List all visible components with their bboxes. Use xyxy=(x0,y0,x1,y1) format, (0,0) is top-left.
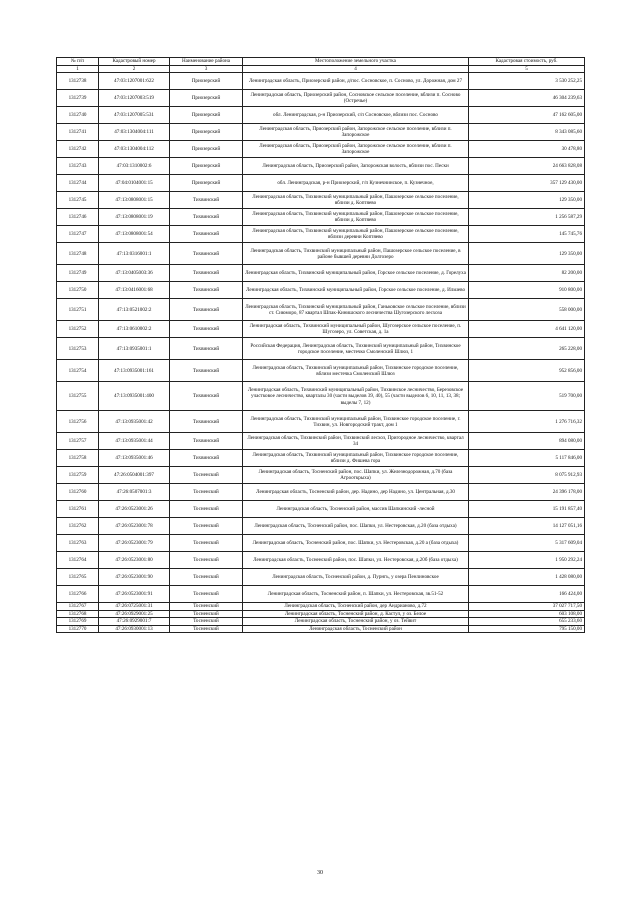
cadastral-value-cell: 265 228,00 xyxy=(469,338,585,360)
table-row xyxy=(57,282,585,299)
table-row xyxy=(57,141,585,158)
cadastral-number-cell: 47:26:0523001:79 xyxy=(99,535,170,552)
district-cell: Тосненский xyxy=(170,535,243,552)
row-number-cell: 1312755 xyxy=(57,382,99,411)
row-number-cell: 1312747 xyxy=(57,226,99,243)
table-row xyxy=(57,175,585,192)
header-location: Местоположение земельного участка xyxy=(243,58,469,66)
cadastral-value-cell: 910 800,00 xyxy=(469,282,585,299)
cadastral-value-cell: 603 108,00 xyxy=(469,610,585,617)
district-cell: Тосненский xyxy=(170,518,243,535)
cadastral-value-cell: 129 350,00 xyxy=(469,192,585,209)
table-row xyxy=(57,226,585,243)
table-row xyxy=(57,411,585,433)
cadastral-value-cell: 3 530 252,25 xyxy=(469,73,585,90)
table-row xyxy=(57,433,585,450)
location-cell: Ленинградская область, Тосненский район, д. Пурнгь, у озера Пенлиновское xyxy=(243,569,469,586)
district-cell: Тихвинский xyxy=(170,209,243,226)
header-number: № п/п xyxy=(57,58,99,66)
cadastral-number-cell: 47:13:0316001:1 xyxy=(99,243,170,265)
cadastral-value-cell: 24 663 828,08 xyxy=(469,158,585,175)
header-cadastral-number: Кадастровый номер xyxy=(99,58,170,66)
district-cell: Тихвинский xyxy=(170,282,243,299)
cadastral-value-cell: 519 700,00 xyxy=(469,382,585,411)
row-number-cell: 1312752 xyxy=(57,321,99,338)
cadastral-number-cell: 47:13:0935001:161 xyxy=(99,360,170,382)
table-row xyxy=(57,450,585,467)
table-row xyxy=(57,360,585,382)
table-row xyxy=(57,569,585,586)
district-cell: Тихвинский xyxy=(170,360,243,382)
cadastral-number-cell: 47:13:0808001:54 xyxy=(99,226,170,243)
cadastral-value-cell: 30 478,80 xyxy=(469,141,585,158)
row-number-cell: 1312739 xyxy=(57,90,99,107)
row-number-cell: 1312749 xyxy=(57,265,99,282)
cadastral-number-cell: 47:13:0808001:15 xyxy=(99,192,170,209)
district-cell: Приозерский xyxy=(170,124,243,141)
cadastral-value-cell: 4 641 120,00 xyxy=(469,321,585,338)
location-cell: Ленинградская область, Тосненский район, пос. Шапки, ул. Нестеровская, д.20 (база отдыха) xyxy=(243,518,469,535)
district-cell: Приозерский xyxy=(170,73,243,90)
row-number-cell: 1312745 xyxy=(57,192,99,209)
district-cell: Тосненский xyxy=(170,618,243,625)
district-cell: Тихвинский xyxy=(170,192,243,209)
cadastral-value-cell: 82 200,00 xyxy=(469,265,585,282)
row-number-cell: 1312743 xyxy=(57,158,99,175)
header-district: Наименование района xyxy=(170,58,243,66)
table-row xyxy=(57,518,585,535)
district-cell: Тихвинский xyxy=(170,382,243,411)
district-cell: Приозерский xyxy=(170,141,243,158)
location-cell: Ленинградская область, Тихвинский муниципальный район, Горское сельское поселение, д. Ильчево xyxy=(243,282,469,299)
cadastral-value-cell: 357 129 430,00 xyxy=(469,175,585,192)
district-cell: Тихвинский xyxy=(170,450,243,467)
table-row xyxy=(57,321,585,338)
cadastral-number-cell: 47:04:0104001:15 xyxy=(99,175,170,192)
location-cell: Ленинградская область, Приозерский район, Запорожская волость, вблизи пос. Пески xyxy=(243,158,469,175)
row-number-cell: 1312770 xyxy=(57,625,99,632)
district-cell: Тосненский xyxy=(170,603,243,610)
location-cell: Ленинградская область, Тихвинский муниципальный район, Тихвинское городское поселение, вблизи д. Фишева гора xyxy=(243,450,469,467)
district-cell: Тихвинский xyxy=(170,299,243,321)
cadastral-value-cell: 46 304 239,63 xyxy=(469,90,585,107)
cadastral-number-cell: 47:26:0523001:90 xyxy=(99,569,170,586)
row-number-cell: 1312750 xyxy=(57,282,99,299)
row-number-cell: 1312767 xyxy=(57,603,99,610)
row-number-cell: 1312744 xyxy=(57,175,99,192)
location-cell: обл. Ленинградская, р-н Приозерский, с/п Сосновское, вблизи пос. Сосново xyxy=(243,107,469,124)
cadastral-value-cell: 8 075 912,93 xyxy=(469,467,585,484)
location-cell: Ленинградская область, Тихвинский муниципальный район, Ганьковское сельское поселение, вблизи ст. Сиюморо, 87 квартал Шпак-Кинишского лесничества Шугозерского лесхоза xyxy=(243,299,469,321)
cadastral-number-cell: 47:03:1304004:111 xyxy=(99,124,170,141)
row-number-cell: 1312741 xyxy=(57,124,99,141)
row-number-cell: 1312764 xyxy=(57,552,99,569)
cadastral-value-cell: 24 396 178,00 xyxy=(469,484,585,501)
district-cell: Приозерский xyxy=(170,90,243,107)
column-number: 5 xyxy=(469,66,585,73)
cadastral-number-cell: 47:13:0935001:400 xyxy=(99,382,170,411)
row-number-cell: 1312760 xyxy=(57,484,99,501)
table-row xyxy=(57,265,585,282)
cadastral-number-cell: 47:03:1310002:6 xyxy=(99,158,170,175)
district-cell: Приозерский xyxy=(170,158,243,175)
cadastral-number-cell: 47:13:0935001:44 xyxy=(99,433,170,450)
location-cell: Ленинградская область, Тосненский район, п. Шапки, ул. Нестеровская, зв.51-52 xyxy=(243,586,469,603)
cadastral-number-cell: 47:03:1207005:531 xyxy=(99,107,170,124)
table-row xyxy=(57,299,585,321)
row-number-cell: 1312740 xyxy=(57,107,99,124)
location-cell: Ленинградская область, Приозерский район, д/пос. Сосновское, п. Сосново, ул. Дорожная, дом 27 xyxy=(243,73,469,90)
cadastral-number-cell: 47:03:1304004:112 xyxy=(99,141,170,158)
cadastral-number-cell: 47:26:0929001:7 xyxy=(99,618,170,625)
location-cell: Ленинградская область, Тосненский район, д. Кастул, у оз. Белое xyxy=(243,610,469,617)
table-row xyxy=(57,535,585,552)
cadastral-number-cell: 47:26:0725001:31 xyxy=(99,603,170,610)
cadastral-value-cell: 558 000,00 xyxy=(469,299,585,321)
cadastral-value-cell: 952 856,00 xyxy=(469,360,585,382)
cadastral-number-cell: 47:26:0929001:25 xyxy=(99,610,170,617)
cadastral-value-table xyxy=(56,57,585,633)
table-row xyxy=(57,618,585,625)
row-number-cell: 1312765 xyxy=(57,569,99,586)
district-cell: Тосненский xyxy=(170,552,243,569)
cadastral-number-cell: 47:13:0935001:46 xyxy=(99,450,170,467)
table-row xyxy=(57,243,585,265)
cadastral-value-cell: 15 191 857,40 xyxy=(469,501,585,518)
row-number-cell: 1312766 xyxy=(57,586,99,603)
cadastral-number-cell: 47:26:0523001:78 xyxy=(99,518,170,535)
district-cell: Тосненский xyxy=(170,501,243,518)
row-number-cell: 1312763 xyxy=(57,535,99,552)
cadastral-number-cell: 47:26:0523001:26 xyxy=(99,501,170,518)
district-cell: Тихвинский xyxy=(170,411,243,433)
cadastral-value-cell: 129 350,00 xyxy=(469,243,585,265)
table-row xyxy=(57,158,585,175)
row-number-cell: 1312759 xyxy=(57,467,99,484)
location-cell: Ленинградская область, Тихвинский муниципальный район, Пашозерское сельское поселение, вблизи деревни Коптяево xyxy=(243,226,469,243)
cadastral-number-cell: 47:13:0808001:19 xyxy=(99,209,170,226)
district-cell: Приозерский xyxy=(170,175,243,192)
cadastral-number-cell: 47:26:0523001:80 xyxy=(99,552,170,569)
row-number-cell: 1312748 xyxy=(57,243,99,265)
location-cell: Ленинградская область, Тосненский район, у оз. Тейвит xyxy=(243,618,469,625)
cadastral-value-cell: 8 343 085,60 xyxy=(469,124,585,141)
location-cell: Российская Федерация, Ленинградская область, Тихвинский муниципальный район, Тихвинское городское поселение, местечко Смоленский Шлюз, 1 xyxy=(243,338,469,360)
location-cell: Ленинградская область, Тихвинский муниципальный район, Пашозерское сельское поселение, вблизи д. Коптяево xyxy=(243,209,469,226)
location-cell: Ленинградская область, Тихвинский муниципальный район, Тихвинское лесничество, Березовское участковое лесничество, кварталы 30 (части выделов 39, 40), 55 (части выделов 6, 10, 11, 13, 38; выделы 7, 12) xyxy=(243,382,469,411)
district-cell: Тихвинский xyxy=(170,226,243,243)
location-cell: Ленинградская область, Тосненский район xyxy=(243,625,469,632)
location-cell: Ленинградская область, Тосненский район, пос. Шапки, ул. Нестеровская, д.20 а (база отдыха) xyxy=(243,535,469,552)
district-cell: Тихвинский xyxy=(170,321,243,338)
row-number-cell: 1312769 xyxy=(57,618,99,625)
table-row xyxy=(57,209,585,226)
location-cell: Ленинградская область, Тихвинский муниципальный район, Тихвинское городское поселение, г. Тихвин, ул. Новгородский тракт, дом 1 xyxy=(243,411,469,433)
table-row xyxy=(57,124,585,141)
row-number-cell: 1312762 xyxy=(57,518,99,535)
table-row xyxy=(57,501,585,518)
district-cell: Тосненский xyxy=(170,569,243,586)
cadastral-value-cell: 1 276 716,32 xyxy=(469,411,585,433)
district-cell: Тосненский xyxy=(170,586,243,603)
district-cell: Тосненский xyxy=(170,625,243,632)
location-cell: Ленинградская область, Приозерский район, Сосновское сельское поселение, вблизи п. Сосново (Остречье) xyxy=(243,90,469,107)
location-cell: Ленинградская область, Приозерский район, Запорожское сельское поселение, вблизи п. Запорожское xyxy=(243,141,469,158)
cadastral-number-cell: 47:13:0935001:1 xyxy=(99,338,170,360)
cadastral-value-cell: 1 950 292,24 xyxy=(469,552,585,569)
table-row xyxy=(57,382,585,411)
column-number: 2 xyxy=(99,66,170,73)
cadastral-number-cell: 47:13:0610002:2 xyxy=(99,321,170,338)
row-number-cell: 1312753 xyxy=(57,338,99,360)
location-cell: Ленинградская область, Тихвинский муниципальный район, Горское сельское поселение, д. Горелуха xyxy=(243,265,469,282)
location-cell: Ленинградская область, Тихвинский муниципальный район, Пашозерское сельское поселение, вблизи д. Коптяево xyxy=(243,192,469,209)
cadastral-value-cell: 1 256 587,29 xyxy=(469,209,585,226)
table-row xyxy=(57,484,585,501)
location-cell: Ленинградская область, Тихвинский муниципальный район, Пашозерское сельское поселение, в районе бывшей деревни Долгозеро xyxy=(243,243,469,265)
district-cell: Тихвинский xyxy=(170,243,243,265)
table-row xyxy=(57,90,585,107)
location-cell: Ленинградская область, Тихвинский муниципальный район, Тихвинское городское поселение, вблизи местечка Смоленский Шлюз xyxy=(243,360,469,382)
cadastral-value-cell: 655 233,60 xyxy=(469,618,585,625)
cadastral-value-cell: 47 162 605,00 xyxy=(469,107,585,124)
row-number-cell: 1312756 xyxy=(57,411,99,433)
location-cell: Ленинградская область, Тосненский район, дер. Надино, дер Надино, ул. Центральная, д.30 xyxy=(243,484,469,501)
row-number-cell: 1312757 xyxy=(57,433,99,450)
column-number: 1 xyxy=(57,66,99,73)
row-number-cell: 1312754 xyxy=(57,360,99,382)
table-row xyxy=(57,338,585,360)
location-cell: Ленинградская область, Тосненский район, пос. Шапки, ул. Нестеровская, д.20б (база отдыха) xyxy=(243,552,469,569)
table-row xyxy=(57,625,585,632)
table-column-number-row xyxy=(57,66,585,73)
location-cell: Ленинградская область, Тихвинский район, Тихвинский лесхоз, Пригородное лесничество, квартал 34 xyxy=(243,433,469,450)
district-cell: Приозерский xyxy=(170,107,243,124)
table-row xyxy=(57,552,585,569)
table-row xyxy=(57,603,585,610)
location-cell: Ленинградская область, Тосненский район, пос. Шапки, ул. Железнодорожная, д.70 (база Агрооткрыха) xyxy=(243,467,469,484)
cadastral-value-cell: 5 117 846,00 xyxy=(469,450,585,467)
cadastral-number-cell: 47:03:1207001:622 xyxy=(99,73,170,90)
cadastral-number-cell: 47:13:0935001:42 xyxy=(99,411,170,433)
column-number: 3 xyxy=(170,66,243,73)
cadastral-number-cell: 47:03:1207003:519 xyxy=(99,90,170,107)
district-cell: Тосненский xyxy=(170,467,243,484)
row-number-cell: 1312761 xyxy=(57,501,99,518)
table-row xyxy=(57,610,585,617)
cadastral-value-cell: 37 027 717,50 xyxy=(469,603,585,610)
cadastral-value-cell: 14 127 051,16 xyxy=(469,518,585,535)
row-number-cell: 1312768 xyxy=(57,610,99,617)
page-number: 30 xyxy=(317,870,323,876)
row-number-cell: 1312746 xyxy=(57,209,99,226)
table-row xyxy=(57,73,585,90)
cadastral-number-cell: 47:13:0416001:68 xyxy=(99,282,170,299)
row-number-cell: 1312751 xyxy=(57,299,99,321)
district-cell: Тихвинский xyxy=(170,338,243,360)
table-row xyxy=(57,107,585,124)
cadastral-number-cell: 47:13:0405003:36 xyxy=(99,265,170,282)
cadastral-value-cell: 795 150,00 xyxy=(469,625,585,632)
district-cell: Тихвинский xyxy=(170,265,243,282)
location-cell: обл. Ленинградская, р-н Приозерский, г/п Кузнечнинское, п. Кузнечное, xyxy=(243,175,469,192)
cadastral-value-cell: 894 080,00 xyxy=(469,433,585,450)
cadastral-value-cell: 166 424,00 xyxy=(469,586,585,603)
column-number: 4 xyxy=(243,66,469,73)
cadastral-value-cell: 5 317 609,04 xyxy=(469,535,585,552)
cadastral-value-cell: 1 428 080,00 xyxy=(469,569,585,586)
cadastral-number-cell: 47:26:0507001:3 xyxy=(99,484,170,501)
row-number-cell: 1312758 xyxy=(57,450,99,467)
cadastral-number-cell: 47:13:0521002:2 xyxy=(99,299,170,321)
table-row xyxy=(57,467,585,484)
location-cell: Ленинградская область, Тосненский район, массив Шапкинский -лесной xyxy=(243,501,469,518)
district-cell: Тосненский xyxy=(170,484,243,501)
location-cell: Ленинградская область, Тосненский район, дер Андрианово, д.72 xyxy=(243,603,469,610)
table-header-row xyxy=(57,58,585,66)
cadastral-number-cell: 47:26:0930001:13 xyxy=(99,625,170,632)
header-cadastral-value: Кадастровая стоимость, руб. xyxy=(469,58,585,66)
location-cell: Ленинградская область, Тихвинский муниципальный район, Шугозерское сельское поселение, п. Шугозеро, ул. Советская, д. 1а xyxy=(243,321,469,338)
cadastral-number-cell: 47:26:0523001:91 xyxy=(99,586,170,603)
row-number-cell: 1312738 xyxy=(57,73,99,90)
district-cell: Тихвинский xyxy=(170,433,243,450)
location-cell: Ленинградская область, Приозерский район, Запорожское сельское поселение, вблизи п. Запорожское xyxy=(243,124,469,141)
cadastral-value-cell: 145 745,76 xyxy=(469,226,585,243)
table-row xyxy=(57,192,585,209)
table-body xyxy=(57,73,585,633)
table-row xyxy=(57,586,585,603)
row-number-cell: 1312742 xyxy=(57,141,99,158)
district-cell: Тосненский xyxy=(170,610,243,617)
cadastral-number-cell: 47:26:0504001:397 xyxy=(99,467,170,484)
